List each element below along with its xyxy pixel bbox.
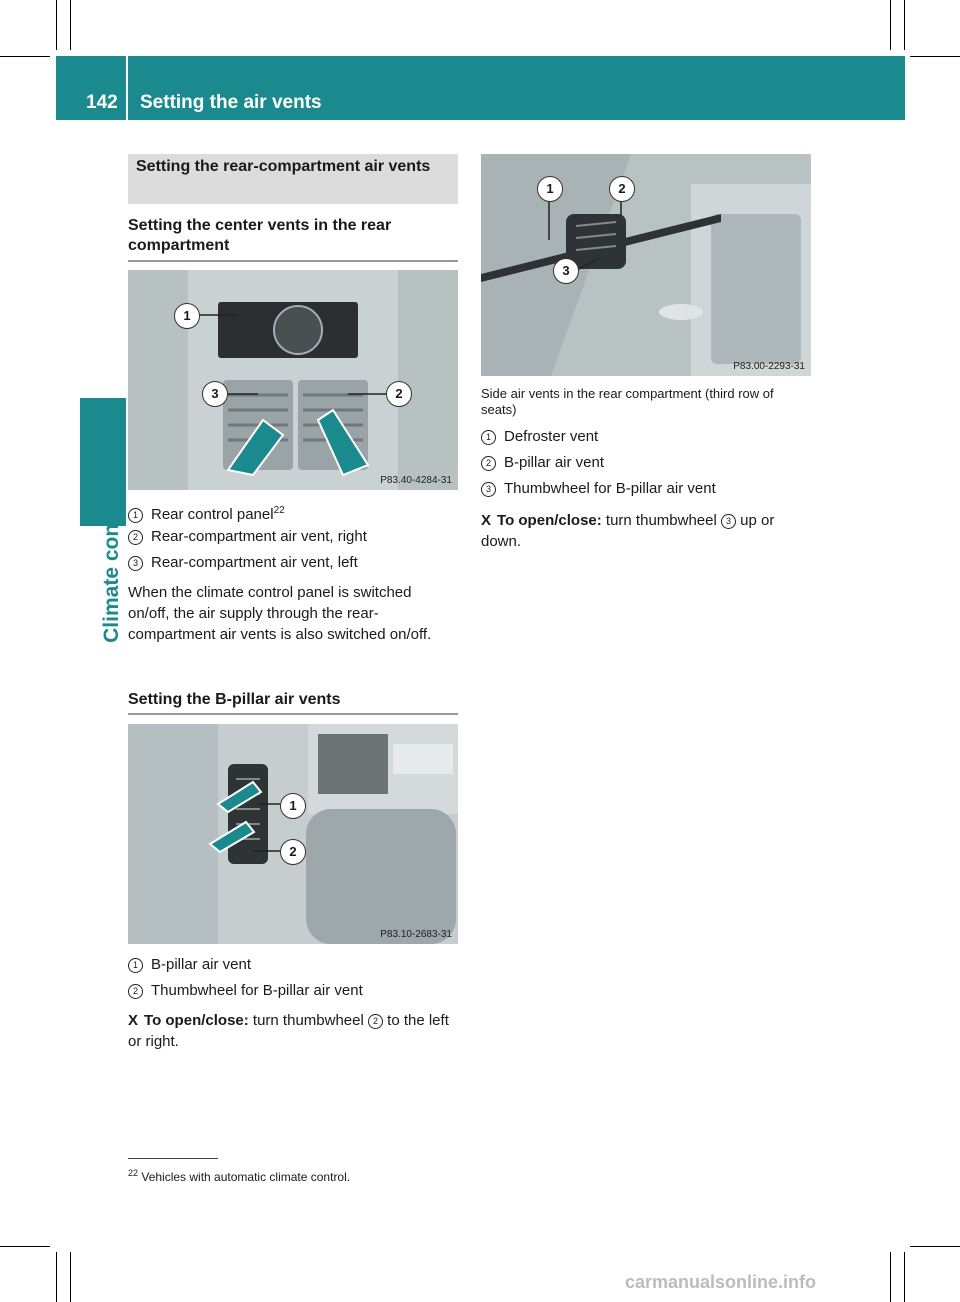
chapter-label: Climate control bbox=[100, 490, 123, 643]
figure-caption: Side air vents in the rear compartment (third row of seats) bbox=[481, 386, 774, 417]
crop-mark bbox=[890, 1252, 891, 1302]
list-item: 1 Rear control panel$^{22}$ bbox=[128, 500, 285, 525]
subheading-rule bbox=[128, 713, 458, 715]
figure-center-vents bbox=[128, 270, 458, 490]
crop-mark bbox=[0, 56, 50, 57]
list-item: 2 Thumbwheel for B-pillar air vent bbox=[128, 980, 363, 1001]
figure-code: P83.40-4284-31 bbox=[380, 475, 452, 486]
subheading-rule bbox=[128, 260, 458, 262]
list-item: 3 Thumbwheel for B-pillar air vent bbox=[481, 478, 716, 499]
crop-mark bbox=[910, 56, 960, 57]
chapter-tab bbox=[56, 120, 126, 1280]
callout-2: 2 bbox=[280, 839, 306, 865]
crop-mark bbox=[904, 1252, 905, 1302]
callout-1: 1 bbox=[174, 303, 200, 329]
crop-mark bbox=[56, 0, 57, 50]
list-item: 1 B-pillar air vent bbox=[128, 954, 251, 975]
figure-b-pillar-vents bbox=[128, 724, 458, 944]
callout-1: 1 bbox=[537, 176, 563, 202]
callout-2: 2 bbox=[386, 381, 412, 407]
section-title: Setting the rear-compartment air vents bbox=[128, 154, 458, 204]
body-paragraph: When the climate control panel is switched on/off, the air supply through the rear-compartment air vents is also switched on/off. bbox=[128, 584, 432, 643]
callout-3: 3 bbox=[202, 381, 228, 407]
callout-1: 1 bbox=[280, 793, 306, 819]
header-divider bbox=[126, 56, 128, 120]
figure-code: P83.10-2683-31 bbox=[380, 929, 452, 940]
figure-side-vents bbox=[481, 154, 811, 376]
crop-mark bbox=[0, 1246, 50, 1247]
footnote: $^{22}$ Vehicles with automatic climate control. bbox=[128, 1168, 351, 1184]
crop-mark bbox=[70, 0, 71, 50]
callout-2: 2 bbox=[609, 176, 635, 202]
instruction: X To open/close: turn thumbwheel 3 up or down. bbox=[481, 512, 775, 550]
page-title: Setting the air vents bbox=[140, 92, 322, 113]
crop-mark bbox=[890, 0, 891, 50]
crop-mark bbox=[910, 1246, 960, 1247]
instruction: X To open/close: turn thumbwheel 2 to the left or right. bbox=[128, 1012, 449, 1050]
page-number: 142 bbox=[86, 92, 118, 113]
watermark: carmanualsonline.info bbox=[625, 1272, 817, 1292]
list-item: 2 B-pillar air vent bbox=[481, 452, 604, 473]
callout-3: 3 bbox=[553, 258, 579, 284]
subheading-b-pillar: Setting the B-pillar air vents bbox=[128, 691, 341, 708]
list-item: 2 Rear-compartment air vent, right bbox=[128, 526, 367, 547]
crop-mark bbox=[904, 0, 905, 50]
figure-code: P83.00-2293-31 bbox=[733, 361, 805, 372]
subheading-center-vents: Setting the center vents in the rear compartment bbox=[128, 217, 392, 254]
list-item: 1 Defroster vent bbox=[481, 426, 598, 447]
footnote-rule bbox=[128, 1158, 218, 1159]
list-item: 3 Rear-compartment air vent, left bbox=[128, 552, 358, 573]
